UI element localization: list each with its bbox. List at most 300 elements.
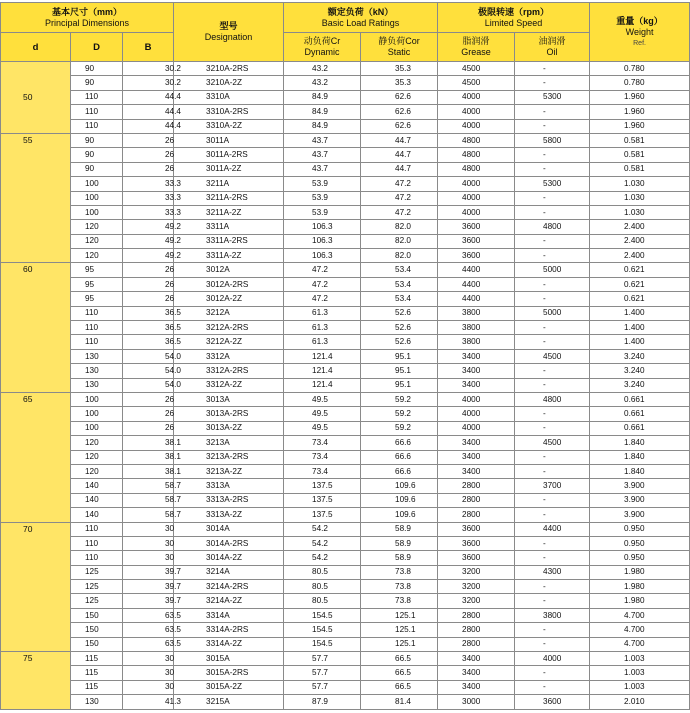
width-cell: 26 — [123, 392, 174, 406]
outer-diameter-cell: 100 — [71, 205, 123, 219]
grease-speed-cell: 4000 — [438, 392, 515, 406]
static-load-cell: 66.6 — [361, 436, 438, 450]
grease-speed-cell: 3400 — [438, 364, 515, 378]
static-load-cell: 44.7 — [361, 162, 438, 176]
weight-cell: 0.621 — [590, 277, 690, 291]
dynamic-load-cell: 49.5 — [284, 407, 361, 421]
oil-speed-cell: - — [515, 508, 590, 522]
width-cell: 26 — [123, 148, 174, 162]
static-load-cell: 73.8 — [361, 580, 438, 594]
oil-speed-cell: 4800 — [515, 392, 590, 406]
oil-speed-cell: 5300 — [515, 177, 590, 191]
weight-header — [590, 3, 690, 62]
weight-cell: 1.030 — [590, 191, 690, 205]
dynamic-load-cell: 73.4 — [284, 450, 361, 464]
designation-cell: 3013A-2Z — [174, 421, 284, 435]
dynamic-load-cell: 87.9 — [284, 695, 361, 709]
dynamic-load-cell: 84.9 — [284, 105, 361, 119]
weight-cell: 1.003 — [590, 652, 690, 666]
width-cell: 26 — [123, 277, 174, 291]
table-row — [1, 90, 690, 104]
width-cell: 30 — [123, 680, 174, 694]
grease-speed-cell: 4000 — [438, 407, 515, 421]
static-load-cell: 53.4 — [361, 277, 438, 291]
designation-cell: 3014A-2RS — [174, 536, 284, 550]
oil-speed-cell: - — [515, 62, 590, 76]
bore-diameter-cell: 70 — [1, 522, 71, 652]
grease-speed-cell: 4400 — [438, 277, 515, 291]
table-row — [1, 321, 690, 335]
designation-cell: 3012A — [174, 263, 284, 277]
designation-cell: 3312A-2Z — [174, 378, 284, 392]
designation-cell: 3312A-2RS — [174, 364, 284, 378]
table-row — [1, 263, 690, 277]
weight-cell: 2.400 — [590, 234, 690, 248]
designation-cell: 3214A — [174, 565, 284, 579]
designation-cell: 3213A-2RS — [174, 450, 284, 464]
grease-speed-cell: 3200 — [438, 580, 515, 594]
designation-cell: 3212A — [174, 306, 284, 320]
static-load-cell: 66.5 — [361, 652, 438, 666]
outer-diameter-cell: 100 — [71, 407, 123, 421]
designation-cell: 3213A-2Z — [174, 464, 284, 478]
weight-cell: 0.780 — [590, 76, 690, 90]
table-row — [1, 249, 690, 263]
width-cell: 44.4 — [123, 90, 174, 104]
designation-cell: 3211A — [174, 177, 284, 191]
outer-diameter-cell: 150 — [71, 623, 123, 637]
dynamic-load-cell: 106.3 — [284, 234, 361, 248]
designation-cell: 3015A-2RS — [174, 666, 284, 680]
weight-cell: 1.840 — [590, 464, 690, 478]
dynamic-load-cell: 54.2 — [284, 522, 361, 536]
outer-diameter-cell: 110 — [71, 119, 123, 133]
weight-cell: 3.900 — [590, 479, 690, 493]
designation-cell: 3314A-2RS — [174, 623, 284, 637]
weight-cell: 3.240 — [590, 364, 690, 378]
outer-diameter-cell: 120 — [71, 234, 123, 248]
width-cell: 36.5 — [123, 321, 174, 335]
static-load-cell: 53.4 — [361, 292, 438, 306]
width-cell: 54.0 — [123, 378, 174, 392]
weight-cell: 1.980 — [590, 594, 690, 608]
width-cell: 26 — [123, 421, 174, 435]
oil-speed-cell: - — [515, 162, 590, 176]
static-load-cell: 81.4 — [361, 695, 438, 709]
dynamic-load-cell: 106.3 — [284, 220, 361, 234]
dynamic-load-cell: 84.9 — [284, 119, 361, 133]
width-cell: 36.5 — [123, 306, 174, 320]
weight-cell: 1.400 — [590, 321, 690, 335]
width-cell: 63.5 — [123, 623, 174, 637]
weight-cell: 2.400 — [590, 220, 690, 234]
dynamic-load-cell: 61.3 — [284, 335, 361, 349]
static-load-cell: 47.2 — [361, 205, 438, 219]
grease-speed-cell: 4000 — [438, 421, 515, 435]
outer-diameter-cell: 120 — [71, 450, 123, 464]
grease-speed-cell: 3400 — [438, 652, 515, 666]
table-row — [1, 464, 690, 478]
width-cell: 33.3 — [123, 177, 174, 191]
static-load-cell: 95.1 — [361, 364, 438, 378]
width-cell: 44.4 — [123, 105, 174, 119]
grease-speed-cell: 4400 — [438, 292, 515, 306]
designation-cell: 3215A — [174, 695, 284, 709]
dynamic-load-cell: 47.2 — [284, 292, 361, 306]
dynamic-load-cell: 47.2 — [284, 277, 361, 291]
grease-speed-cell: 4800 — [438, 148, 515, 162]
static-load-cell: 66.6 — [361, 464, 438, 478]
table-header — [1, 3, 690, 62]
designation-cell: 3012A-2Z — [174, 292, 284, 306]
oil-speed-cell: - — [515, 205, 590, 219]
dynamic-load-cell: 73.4 — [284, 436, 361, 450]
designation-cell: 3311A-2Z — [174, 249, 284, 263]
oil-speed-cell: - — [515, 666, 590, 680]
oil-speed-cell: - — [515, 407, 590, 421]
oil-speed-cell: - — [515, 551, 590, 565]
cr-cn: 动负荷Cr — [303, 36, 341, 46]
width-cell: 38.1 — [123, 464, 174, 478]
dynamic-load-cell: 137.5 — [284, 508, 361, 522]
table-row — [1, 306, 690, 320]
outer-diameter-cell: 90 — [71, 162, 123, 176]
static-load-cell: 109.6 — [361, 493, 438, 507]
grease-speed-cell: 3200 — [438, 594, 515, 608]
outer-diameter-cell: 110 — [71, 536, 123, 550]
table-row — [1, 565, 690, 579]
designation-cell: 3314A — [174, 608, 284, 622]
dynamic-load-cell: 53.9 — [284, 191, 361, 205]
dynamic-load-cell: 49.5 — [284, 392, 361, 406]
weight-cell: 0.950 — [590, 536, 690, 550]
table-row — [1, 479, 690, 493]
oil-speed-cell: - — [515, 464, 590, 478]
weight-en: Weight — [625, 26, 654, 37]
outer-diameter-cell: 95 — [71, 292, 123, 306]
table-row — [1, 335, 690, 349]
outer-diameter-cell: 110 — [71, 105, 123, 119]
static-load-cell: 95.1 — [361, 378, 438, 392]
oil-speed-cell: 4800 — [515, 220, 590, 234]
oil-speed-cell: 5300 — [515, 90, 590, 104]
designation-cell: 3311A-2RS — [174, 234, 284, 248]
grease-speed-cell: 3600 — [438, 220, 515, 234]
static-load-cell: 52.6 — [361, 335, 438, 349]
dynamic-load-cell: 84.9 — [284, 90, 361, 104]
dynamic-load-cell: 121.4 — [284, 378, 361, 392]
outer-diameter-cell: 90 — [71, 62, 123, 76]
dynamic-load-cell: 80.5 — [284, 594, 361, 608]
outer-diameter-cell: 120 — [71, 220, 123, 234]
designation-cell: 3014A-2Z — [174, 551, 284, 565]
static-load-cell: 62.6 — [361, 119, 438, 133]
dynamic-load-cell: 121.4 — [284, 364, 361, 378]
width-cell: 26 — [123, 162, 174, 176]
weight-cell: 2.400 — [590, 249, 690, 263]
table-row — [1, 608, 690, 622]
oil-speed-cell: 4000 — [515, 652, 590, 666]
table-row — [1, 364, 690, 378]
dynamic-load-cell: 121.4 — [284, 349, 361, 363]
weight-cell: 0.950 — [590, 551, 690, 565]
dynamic-load-cell: 47.2 — [284, 263, 361, 277]
designation-cell: 3311A — [174, 220, 284, 234]
width-cell: 26 — [123, 263, 174, 277]
outer-diameter-cell: 130 — [71, 695, 123, 709]
grease-speed-cell: 3800 — [438, 306, 515, 320]
static-load-cell: 66.5 — [361, 666, 438, 680]
grease-speed-cell: 3600 — [438, 522, 515, 536]
dynamic-load-cell: 43.7 — [284, 162, 361, 176]
width-cell: 38.1 — [123, 450, 174, 464]
width-cell: 30.2 — [123, 62, 174, 76]
dynamic-load-cell: 137.5 — [284, 479, 361, 493]
outer-diameter-cell: 110 — [71, 321, 123, 335]
dynamic-load-cell: 154.5 — [284, 623, 361, 637]
width-cell: 54.0 — [123, 349, 174, 363]
table-row — [1, 234, 690, 248]
col-header-B: B — [123, 33, 174, 62]
table-row — [1, 666, 690, 680]
outer-diameter-cell: 110 — [71, 90, 123, 104]
outer-diameter-cell: 100 — [71, 392, 123, 406]
table-row — [1, 652, 690, 666]
static-load-cell: 44.7 — [361, 133, 438, 147]
table-row — [1, 62, 690, 76]
oil-speed-cell: - — [515, 378, 590, 392]
grease-speed-cell: 3600 — [438, 234, 515, 248]
outer-diameter-cell: 125 — [71, 580, 123, 594]
oil-speed-cell: - — [515, 292, 590, 306]
oil-speed-cell: 5000 — [515, 306, 590, 320]
grease-speed-cell: 4800 — [438, 133, 515, 147]
width-cell: 44.4 — [123, 119, 174, 133]
outer-diameter-cell: 115 — [71, 652, 123, 666]
table-row — [1, 133, 690, 147]
width-cell: 63.5 — [123, 637, 174, 651]
static-load-cell: 44.7 — [361, 148, 438, 162]
cor-en: Static — [387, 47, 411, 57]
width-cell: 58.7 — [123, 508, 174, 522]
bore-diameter-cell: 60 — [1, 263, 71, 393]
grease-speed-cell: 3400 — [438, 436, 515, 450]
width-cell: 63.5 — [123, 608, 174, 622]
oil-speed-cell: 5000 — [515, 263, 590, 277]
dynamic-load-cell: 43.2 — [284, 62, 361, 76]
table-row — [1, 349, 690, 363]
bore-diameter-cell: 50 — [1, 62, 71, 134]
oil-speed-cell: - — [515, 623, 590, 637]
bore-diameter-cell: 55 — [1, 133, 71, 263]
table-row — [1, 536, 690, 550]
grease-speed-cell: 4500 — [438, 76, 515, 90]
weight-cell: 2.010 — [590, 695, 690, 709]
oil-speed-cell: - — [515, 637, 590, 651]
outer-diameter-cell: 120 — [71, 436, 123, 450]
designation-cell: 3011A-2Z — [174, 162, 284, 176]
oil-speed-cell: - — [515, 148, 590, 162]
dynamic-load-cell: 73.4 — [284, 464, 361, 478]
table-row — [1, 378, 690, 392]
static-load-cell: 82.0 — [361, 220, 438, 234]
outer-diameter-cell: 120 — [71, 249, 123, 263]
principal-dimensions-cn: 基本尺寸（mm） — [52, 6, 123, 17]
width-cell: 36.5 — [123, 335, 174, 349]
oil-speed-cell: - — [515, 421, 590, 435]
designation-cell: 3013A — [174, 392, 284, 406]
weight-cell: 0.581 — [590, 148, 690, 162]
dynamic-load-cell: 57.7 — [284, 680, 361, 694]
static-load-cell: 125.1 — [361, 623, 438, 637]
grease-speed-cell: 4000 — [438, 177, 515, 191]
dynamic-load-cell: 54.2 — [284, 551, 361, 565]
outer-diameter-cell: 130 — [71, 378, 123, 392]
load-ratings-header — [284, 3, 438, 33]
designation-en: Designation — [204, 32, 253, 42]
weight-cell: 1.003 — [590, 666, 690, 680]
dynamic-load-cell: 53.9 — [284, 205, 361, 219]
width-cell: 30 — [123, 536, 174, 550]
table-body — [1, 62, 690, 710]
outer-diameter-cell: 125 — [71, 565, 123, 579]
table-row — [1, 277, 690, 291]
weight-cell: 3.900 — [590, 493, 690, 507]
table-row — [1, 450, 690, 464]
table-row — [1, 680, 690, 694]
table-row — [1, 551, 690, 565]
width-cell: 49.2 — [123, 220, 174, 234]
dynamic-load-cell: 61.3 — [284, 321, 361, 335]
weight-cn: 重量（kg） — [616, 15, 663, 26]
dynamic-load-cell: 154.5 — [284, 608, 361, 622]
designation-cell: 3212A-2RS — [174, 321, 284, 335]
static-load-cell: 62.6 — [361, 105, 438, 119]
outer-diameter-cell: 100 — [71, 421, 123, 435]
grease-speed-cell: 4000 — [438, 90, 515, 104]
static-load-cell: 95.1 — [361, 349, 438, 363]
outer-diameter-cell: 110 — [71, 522, 123, 536]
width-cell: 26 — [123, 133, 174, 147]
weight-cell: 1.030 — [590, 205, 690, 219]
dynamic-load-cell: 43.7 — [284, 148, 361, 162]
outer-diameter-cell: 125 — [71, 594, 123, 608]
table-row — [1, 623, 690, 637]
static-load-cell: 109.6 — [361, 508, 438, 522]
outer-diameter-cell: 110 — [71, 335, 123, 349]
table-row — [1, 191, 690, 205]
static-load-cell: 66.5 — [361, 680, 438, 694]
designation-cell: 3011A-2RS — [174, 148, 284, 162]
grease-speed-cell: 3400 — [438, 349, 515, 363]
table-row — [1, 508, 690, 522]
grease-speed-cell: 3800 — [438, 321, 515, 335]
grease-speed-cell: 3400 — [438, 666, 515, 680]
weight-cell: 3.240 — [590, 349, 690, 363]
weight-cell: 0.661 — [590, 421, 690, 435]
static-load-cell: 35.3 — [361, 62, 438, 76]
col-header-grease — [438, 33, 515, 62]
designation-cell: 3210A-2RS — [174, 62, 284, 76]
outer-diameter-cell: 120 — [71, 464, 123, 478]
width-cell: 26 — [123, 407, 174, 421]
outer-diameter-cell: 115 — [71, 680, 123, 694]
grease-cn: 脂润滑 — [462, 36, 490, 46]
bore-diameter-cell: 65 — [1, 392, 71, 522]
designation-cell: 3211A-2Z — [174, 205, 284, 219]
weight-cell: 1.980 — [590, 580, 690, 594]
designation-cell: 3014A — [174, 522, 284, 536]
principal-dimensions-en: Principal Dimensions — [44, 17, 130, 28]
oil-speed-cell: 4300 — [515, 565, 590, 579]
static-load-cell: 82.0 — [361, 234, 438, 248]
width-cell: 58.7 — [123, 479, 174, 493]
grease-speed-cell: 3600 — [438, 536, 515, 550]
grease-speed-cell: 4800 — [438, 162, 515, 176]
col-header-D: D — [71, 33, 123, 62]
col-header-oil — [515, 33, 590, 62]
width-cell: 33.3 — [123, 191, 174, 205]
dynamic-load-cell: 154.5 — [284, 637, 361, 651]
weight-cell: 1.840 — [590, 450, 690, 464]
weight-cell: 0.581 — [590, 162, 690, 176]
width-cell: 41.3 — [123, 695, 174, 709]
dynamic-load-cell: 43.2 — [284, 76, 361, 90]
table-row — [1, 637, 690, 651]
weight-cell: 1.840 — [590, 436, 690, 450]
cor-cn: 静负荷Cor — [378, 36, 420, 46]
dynamic-load-cell: 43.7 — [284, 133, 361, 147]
static-load-cell: 125.1 — [361, 608, 438, 622]
outer-diameter-cell: 95 — [71, 277, 123, 291]
designation-cell: 3312A — [174, 349, 284, 363]
outer-diameter-cell: 100 — [71, 177, 123, 191]
static-load-cell: 53.4 — [361, 263, 438, 277]
table-row — [1, 119, 690, 133]
weight-cell: 0.621 — [590, 292, 690, 306]
oil-speed-cell: 4500 — [515, 349, 590, 363]
static-load-cell: 73.8 — [361, 594, 438, 608]
weight-cell: 1.980 — [590, 565, 690, 579]
limited-speed-header — [438, 3, 590, 33]
col-header-d: d — [1, 33, 71, 62]
designation-cell: 3211A-2RS — [174, 191, 284, 205]
oil-speed-cell: - — [515, 335, 590, 349]
dynamic-load-cell: 106.3 — [284, 249, 361, 263]
weight-cell: 0.950 — [590, 522, 690, 536]
bearing-spec-table — [0, 2, 690, 710]
load-ratings-cn: 额定负荷（kN） — [327, 6, 394, 17]
dynamic-load-cell: 49.5 — [284, 421, 361, 435]
weight-cell: 3.900 — [590, 508, 690, 522]
designation-cell: 3015A-2Z — [174, 680, 284, 694]
grease-speed-cell: 4000 — [438, 205, 515, 219]
designation-cell: 3011A — [174, 133, 284, 147]
oil-speed-cell: - — [515, 594, 590, 608]
weight-cell: 0.661 — [590, 407, 690, 421]
static-load-cell: 58.9 — [361, 536, 438, 550]
outer-diameter-cell: 95 — [71, 263, 123, 277]
oil-speed-cell: - — [515, 277, 590, 291]
designation-cell: 3013A-2RS — [174, 407, 284, 421]
load-ratings-en: Basic Load Ratings — [321, 17, 400, 28]
grease-speed-cell: 2800 — [438, 479, 515, 493]
static-load-cell: 59.2 — [361, 421, 438, 435]
dynamic-load-cell: 54.2 — [284, 536, 361, 550]
designation-cell: 3015A — [174, 652, 284, 666]
designation-cell: 3313A-2RS — [174, 493, 284, 507]
static-load-cell: 52.6 — [361, 306, 438, 320]
